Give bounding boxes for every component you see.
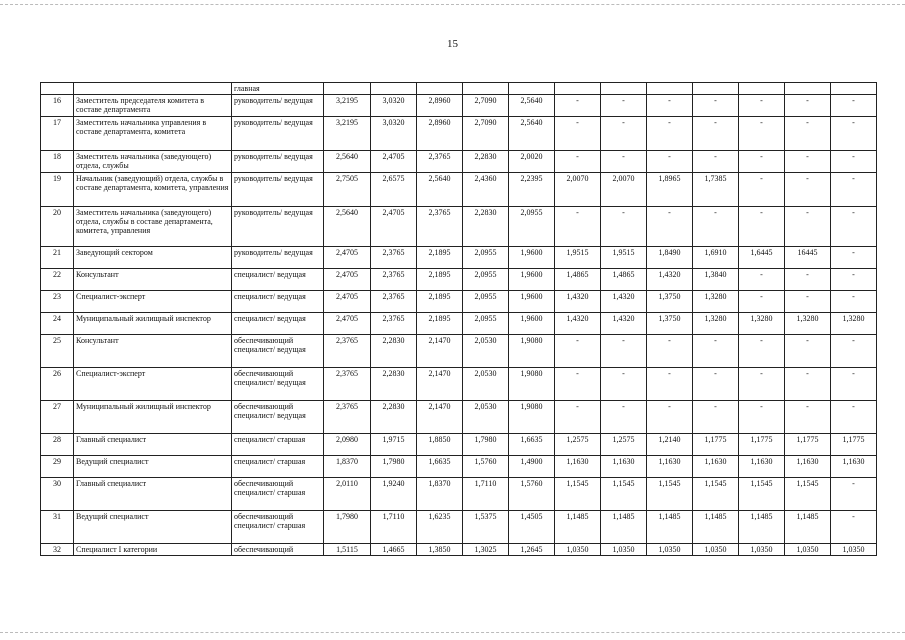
coefficient-cell: 1,1775 [785,434,831,456]
position-title-cell: Консультант [74,335,232,368]
coefficient-cell: 1,1485 [601,511,647,544]
position-category-cell: главная [232,83,324,95]
coefficient-cell: 2,4705 [324,247,371,269]
coefficient-cell: 1,4320 [555,291,601,313]
coefficient-cell: 1,2140 [647,434,693,456]
coefficient-cell: 1,1485 [647,511,693,544]
coefficient-cell: 1,5760 [463,456,509,478]
coefficient-cell: 2,3765 [371,269,417,291]
coefficient-cell: 2,2830 [463,151,509,173]
table-row [41,95,877,117]
coefficient-cell: - [785,368,831,401]
coefficient-cell: - [555,335,601,368]
position-category-cell: обеспечивающий специалист/ старшая [232,478,324,511]
coefficient-cell: - [601,95,647,117]
coefficient-cell: - [739,207,785,247]
coefficient-cell: 1,7980 [324,511,371,544]
coefficient-cell: 2,1470 [417,401,463,434]
table-row [41,173,877,207]
coefficient-cell: 1,1485 [555,511,601,544]
coefficient-cell: 1,1545 [555,478,601,511]
coefficient-cell: 1,0350 [601,544,647,556]
coefficient-cell: 1,9600 [509,269,555,291]
coefficient-cell: - [601,207,647,247]
coefficient-cell: - [693,95,739,117]
table-row [41,401,877,434]
coefficient-cell: 2,1470 [417,335,463,368]
coefficient-cell: 1,9600 [509,291,555,313]
coefficient-cell: 1,2575 [601,434,647,456]
coefficient-cell: - [601,151,647,173]
coefficient-cell: - [555,368,601,401]
row-number-cell: 21 [41,247,74,269]
coefficient-cell: 1,4665 [371,544,417,556]
position-category-cell: обеспечивающий [232,544,324,556]
coefficient-cell: - [831,269,877,291]
coefficient-cell [371,83,417,95]
coefficient-cell: 1,1775 [693,434,739,456]
coefficient-cell: 1,6910 [693,247,739,269]
coefficient-cell: 2,7090 [463,95,509,117]
coefficient-cell [509,83,555,95]
position-title-cell: Специалист-эксперт [74,368,232,401]
position-title-cell: Муниципальный жилищный инспектор [74,313,232,335]
coefficient-cell: 1,8850 [417,434,463,456]
table-row [41,456,877,478]
position-category-cell: специалист/ ведущая [232,291,324,313]
coefficient-cell: 2,0020 [509,151,555,173]
coefficient-cell: 2,3765 [371,247,417,269]
coefficient-cell: 3,2195 [324,117,371,151]
coefficient-cell: 2,0070 [555,173,601,207]
coefficient-cell: 2,8960 [417,95,463,117]
coefficient-cell: 2,2830 [371,401,417,434]
coefficient-cell: 1,9715 [371,434,417,456]
position-category-cell: руководитель/ ведущая [232,95,324,117]
coefficient-cell: 1,8370 [324,456,371,478]
coefficient-cell: 16445 [785,247,831,269]
table-row [41,207,877,247]
row-number-cell: 32 [41,544,74,556]
coefficient-cell: 1,1545 [601,478,647,511]
coefficient-cell: 1,8490 [647,247,693,269]
coefficient-cell: 1,3025 [463,544,509,556]
row-number-cell: 19 [41,173,74,207]
table-row [41,151,877,173]
coefficient-cell: - [785,117,831,151]
coefficient-cell: 2,3765 [417,151,463,173]
coefficient-table [40,82,877,556]
coefficient-cell: 2,0530 [463,401,509,434]
coefficient-cell: - [693,401,739,434]
coefficient-cell: 2,3765 [324,401,371,434]
coefficient-cell: - [647,401,693,434]
coefficient-cell: 1,6635 [417,456,463,478]
table-row [41,269,877,291]
row-number-cell [41,83,74,95]
page-top-border [0,4,905,5]
coefficient-cell: - [647,95,693,117]
coefficient-cell: - [831,335,877,368]
row-number-cell: 16 [41,95,74,117]
position-category-cell: руководитель/ ведущая [232,151,324,173]
table-row [41,368,877,401]
coefficient-cell: 1,8965 [647,173,693,207]
row-number-cell: 31 [41,511,74,544]
position-title-cell: Специалист I категории [74,544,232,556]
table-row [41,83,877,95]
coefficient-cell: 2,4705 [371,151,417,173]
coefficient-cell: 2,3765 [417,207,463,247]
coefficient-cell: - [693,207,739,247]
coefficient-cell: 2,5640 [509,95,555,117]
coefficient-cell: 2,0980 [324,434,371,456]
coefficient-cell: 1,2575 [555,434,601,456]
coefficient-cell: - [647,368,693,401]
coefficient-cell: 2,4360 [463,173,509,207]
position-title-cell: Ведущий специалист [74,456,232,478]
position-category-cell: обеспечивающий специалист/ ведущая [232,335,324,368]
coefficient-cell: 1,7980 [463,434,509,456]
position-title-cell: Специалист-эксперт [74,291,232,313]
coefficient-cell: - [739,291,785,313]
coefficient-cell: 1,9080 [509,335,555,368]
coefficient-cell: 1,0350 [739,544,785,556]
coefficient-cell: 1,4900 [509,456,555,478]
coefficient-cell: - [601,401,647,434]
coefficient-cell: 2,2830 [371,368,417,401]
coefficient-cell: - [739,151,785,173]
coefficient-cell: 1,9515 [601,247,647,269]
coefficient-cell: 1,7110 [463,478,509,511]
coefficient-cell: 2,4705 [324,291,371,313]
coefficient-cell: 1,9515 [555,247,601,269]
coefficient-cell: 1,8370 [417,478,463,511]
coefficient-cell: 1,1485 [739,511,785,544]
position-title-cell: Заместитель начальника (заведующего) отдела, службы в составе департамента, комитета, управления [74,207,232,247]
position-category-cell: обеспечивающий специалист/ ведущая [232,401,324,434]
coefficient-cell: - [739,401,785,434]
row-number-cell: 25 [41,335,74,368]
coefficient-cell: 2,0955 [463,269,509,291]
coefficient-cell: 1,4320 [601,313,647,335]
position-category-cell: руководитель/ ведущая [232,207,324,247]
coefficient-cell: 2,2830 [463,207,509,247]
table-row [41,291,877,313]
coefficient-cell: 1,1630 [785,456,831,478]
coefficient-cell: - [693,368,739,401]
coefficient-cell: 1,0350 [647,544,693,556]
coefficient-cell: - [647,117,693,151]
position-title-cell: Заместитель начальника (заведующего) отдела, службы [74,151,232,173]
coefficient-cell: 2,2830 [371,335,417,368]
position-title-cell: Консультант [74,269,232,291]
table-row [41,478,877,511]
coefficient-cell: - [555,151,601,173]
coefficient-cell: 1,1545 [693,478,739,511]
coefficient-cell: 1,1630 [693,456,739,478]
coefficient-cell: 1,7980 [371,456,417,478]
coefficient-cell: 2,5640 [324,151,371,173]
coefficient-cell: 1,5375 [463,511,509,544]
coefficient-cell: 1,6235 [417,511,463,544]
coefficient-cell: - [831,95,877,117]
coefficient-cell: 2,8960 [417,117,463,151]
coefficient-cell: 2,7090 [463,117,509,151]
coefficient-cell: 2,0110 [324,478,371,511]
coefficient-cell: 1,3280 [831,313,877,335]
coefficient-cell: - [785,95,831,117]
table-row [41,247,877,269]
row-number-cell: 17 [41,117,74,151]
coefficient-cell: 1,3840 [693,269,739,291]
coefficient-cell: - [739,173,785,207]
coefficient-cell: 3,0320 [371,95,417,117]
coefficient-cell: - [785,207,831,247]
row-number-cell: 28 [41,434,74,456]
coefficient-cell: - [831,173,877,207]
position-title-cell: Главный специалист [74,434,232,456]
table-row [41,313,877,335]
position-category-cell: обеспечивающий специалист/ ведущая [232,368,324,401]
row-number-cell: 26 [41,368,74,401]
coefficient-cell: 1,4320 [555,313,601,335]
coefficient-cell: 2,0955 [463,291,509,313]
coefficient-cell: - [647,335,693,368]
coefficient-cell: 2,5640 [417,173,463,207]
coefficient-cell: 1,1485 [693,511,739,544]
coefficient-cell: - [831,401,877,434]
position-category-cell: специалист/ ведущая [232,313,324,335]
page-bottom-border [0,632,905,633]
coefficient-cell: - [831,117,877,151]
coefficient-cell: - [555,95,601,117]
coefficient-cell: 2,7505 [324,173,371,207]
coefficient-cell [831,83,877,95]
coefficient-cell: 2,1895 [417,247,463,269]
coefficient-cell: 2,3765 [371,291,417,313]
coefficient-cell: 1,9600 [509,247,555,269]
coefficient-cell: 1,1630 [555,456,601,478]
coefficient-cell: - [831,368,877,401]
coefficient-cell: - [831,478,877,511]
coefficient-cell: - [831,291,877,313]
coefficient-cell: - [785,401,831,434]
coefficient-cell: - [601,335,647,368]
coefficient-cell: 1,1485 [785,511,831,544]
position-title-cell: Начальник (заведующий) отдела, службы в составе департамента, комитета, управления [74,173,232,207]
coefficient-cell: 1,3280 [785,313,831,335]
coefficient-cell: 1,0350 [693,544,739,556]
row-number-cell: 29 [41,456,74,478]
coefficient-cell: 1,6635 [509,434,555,456]
coefficient-cell: 1,1775 [831,434,877,456]
coefficient-cell: 1,4865 [601,269,647,291]
coefficient-cell: 2,0955 [463,247,509,269]
coefficient-cell: 1,4865 [555,269,601,291]
coefficient-cell: 2,1895 [417,269,463,291]
coefficient-cell: 2,3765 [371,313,417,335]
coefficient-cell: - [785,291,831,313]
coefficient-cell: - [693,335,739,368]
coefficient-cell: - [739,269,785,291]
coefficient-cell: - [739,95,785,117]
coefficient-cell: 2,1895 [417,313,463,335]
coefficient-cell: 1,1545 [785,478,831,511]
coefficient-cell: 2,4705 [371,207,417,247]
coefficient-cell: 1,1630 [831,456,877,478]
coefficient-cell: 2,1895 [417,291,463,313]
coefficient-cell [601,83,647,95]
position-title-cell [74,83,232,95]
coefficient-cell [693,83,739,95]
coefficient-cell: 2,3765 [324,368,371,401]
coefficient-cell: 1,1630 [739,456,785,478]
coefficient-cell: 1,1630 [601,456,647,478]
coefficient-cell: - [739,117,785,151]
row-number-cell: 20 [41,207,74,247]
coefficient-cell: - [555,401,601,434]
coefficient-cell [324,83,371,95]
coefficient-cell: 2,0530 [463,368,509,401]
coefficient-cell: 1,3280 [693,291,739,313]
coefficient-cell: - [831,247,877,269]
coefficient-cell: - [647,151,693,173]
coefficient-cell: 1,9600 [509,313,555,335]
coefficient-cell: 1,6445 [739,247,785,269]
coefficient-cell: 1,9240 [371,478,417,511]
position-category-cell: специалист/ старшая [232,456,324,478]
coefficient-cell: - [831,511,877,544]
coefficient-cell: - [601,368,647,401]
coefficient-cell [555,83,601,95]
coefficient-cell: - [693,151,739,173]
coefficient-cell: 1,3750 [647,313,693,335]
position-title-cell: Заместитель начальника управления в составе департамента, комитета [74,117,232,151]
coefficient-cell: - [785,173,831,207]
coefficient-cell: 1,1545 [739,478,785,511]
coefficient-cell: 1,3850 [417,544,463,556]
position-category-cell: обеспечивающий специалист/ старшая [232,511,324,544]
coefficient-cell: 2,3765 [324,335,371,368]
row-number-cell: 27 [41,401,74,434]
coefficient-cell: - [785,335,831,368]
row-number-cell: 22 [41,269,74,291]
coefficient-cell: - [831,151,877,173]
position-title-cell: Заместитель председателя комитета в составе департамента [74,95,232,117]
position-category-cell: руководитель/ ведущая [232,173,324,207]
coefficient-cell: 1,1775 [739,434,785,456]
coefficient-cell: 2,2395 [509,173,555,207]
table-row [41,511,877,544]
coefficient-cell: - [739,368,785,401]
position-category-cell: специалист/ старшая [232,434,324,456]
coefficient-cell: - [555,117,601,151]
coefficient-cell: 2,0070 [601,173,647,207]
coefficient-cell: 1,0350 [555,544,601,556]
coefficient-cell: 1,7385 [693,173,739,207]
row-number-cell: 24 [41,313,74,335]
coefficient-cell: 1,2645 [509,544,555,556]
coefficient-cell: - [785,269,831,291]
coefficient-cell: 3,0320 [371,117,417,151]
coefficient-cell: 3,2195 [324,95,371,117]
coefficient-cell: 1,7110 [371,511,417,544]
coefficient-cell: - [693,117,739,151]
coefficient-cell: 1,0350 [785,544,831,556]
coefficient-cell: 2,4705 [324,313,371,335]
coefficient-cell: 1,4320 [601,291,647,313]
coefficient-cell: 2,6575 [371,173,417,207]
coefficient-cell: - [739,335,785,368]
table-row [41,117,877,151]
coefficient-cell: 2,5640 [509,117,555,151]
coefficient-cell [785,83,831,95]
page-number: 15 [447,38,458,50]
coefficient-cell: 1,0350 [831,544,877,556]
position-title-cell: Заведующий сектором [74,247,232,269]
table-row [41,434,877,456]
row-number-cell: 23 [41,291,74,313]
coefficient-cell: - [785,151,831,173]
coefficient-cell: 1,3750 [647,291,693,313]
coefficient-cell: 1,9080 [509,401,555,434]
coefficient-cell [739,83,785,95]
coefficient-cell: 2,4705 [324,269,371,291]
table-row [41,335,877,368]
row-number-cell: 30 [41,478,74,511]
coefficient-cell: - [647,207,693,247]
coefficient-cell: - [601,117,647,151]
coefficient-cell [463,83,509,95]
position-title-cell: Муниципальный жилищный инспектор [74,401,232,434]
row-number-cell: 18 [41,151,74,173]
position-title-cell: Ведущий специалист [74,511,232,544]
coefficient-cell: 1,3280 [693,313,739,335]
coefficient-cell: 2,5640 [324,207,371,247]
position-title-cell: Главный специалист [74,478,232,511]
coefficient-cell: 1,9080 [509,368,555,401]
position-category-cell: специалист/ ведущая [232,269,324,291]
coefficient-cell: 1,4320 [647,269,693,291]
coefficient-cell: 1,5115 [324,544,371,556]
coefficient-cell: 2,0955 [509,207,555,247]
coefficient-cell: - [831,207,877,247]
coefficient-cell: 1,4505 [509,511,555,544]
coefficient-cell: 1,5760 [509,478,555,511]
coefficient-cell [647,83,693,95]
coefficient-cell: 1,3280 [739,313,785,335]
table-row [41,544,877,556]
position-category-cell: руководитель/ ведущая [232,247,324,269]
coefficient-cell: 2,0530 [463,335,509,368]
coefficient-cell: 2,0955 [463,313,509,335]
coefficient-cell: 1,1545 [647,478,693,511]
position-category-cell: руководитель/ ведущая [232,117,324,151]
coefficient-cell: 1,1630 [647,456,693,478]
coefficient-cell [417,83,463,95]
coefficient-cell: 2,1470 [417,368,463,401]
coefficient-cell: - [555,207,601,247]
